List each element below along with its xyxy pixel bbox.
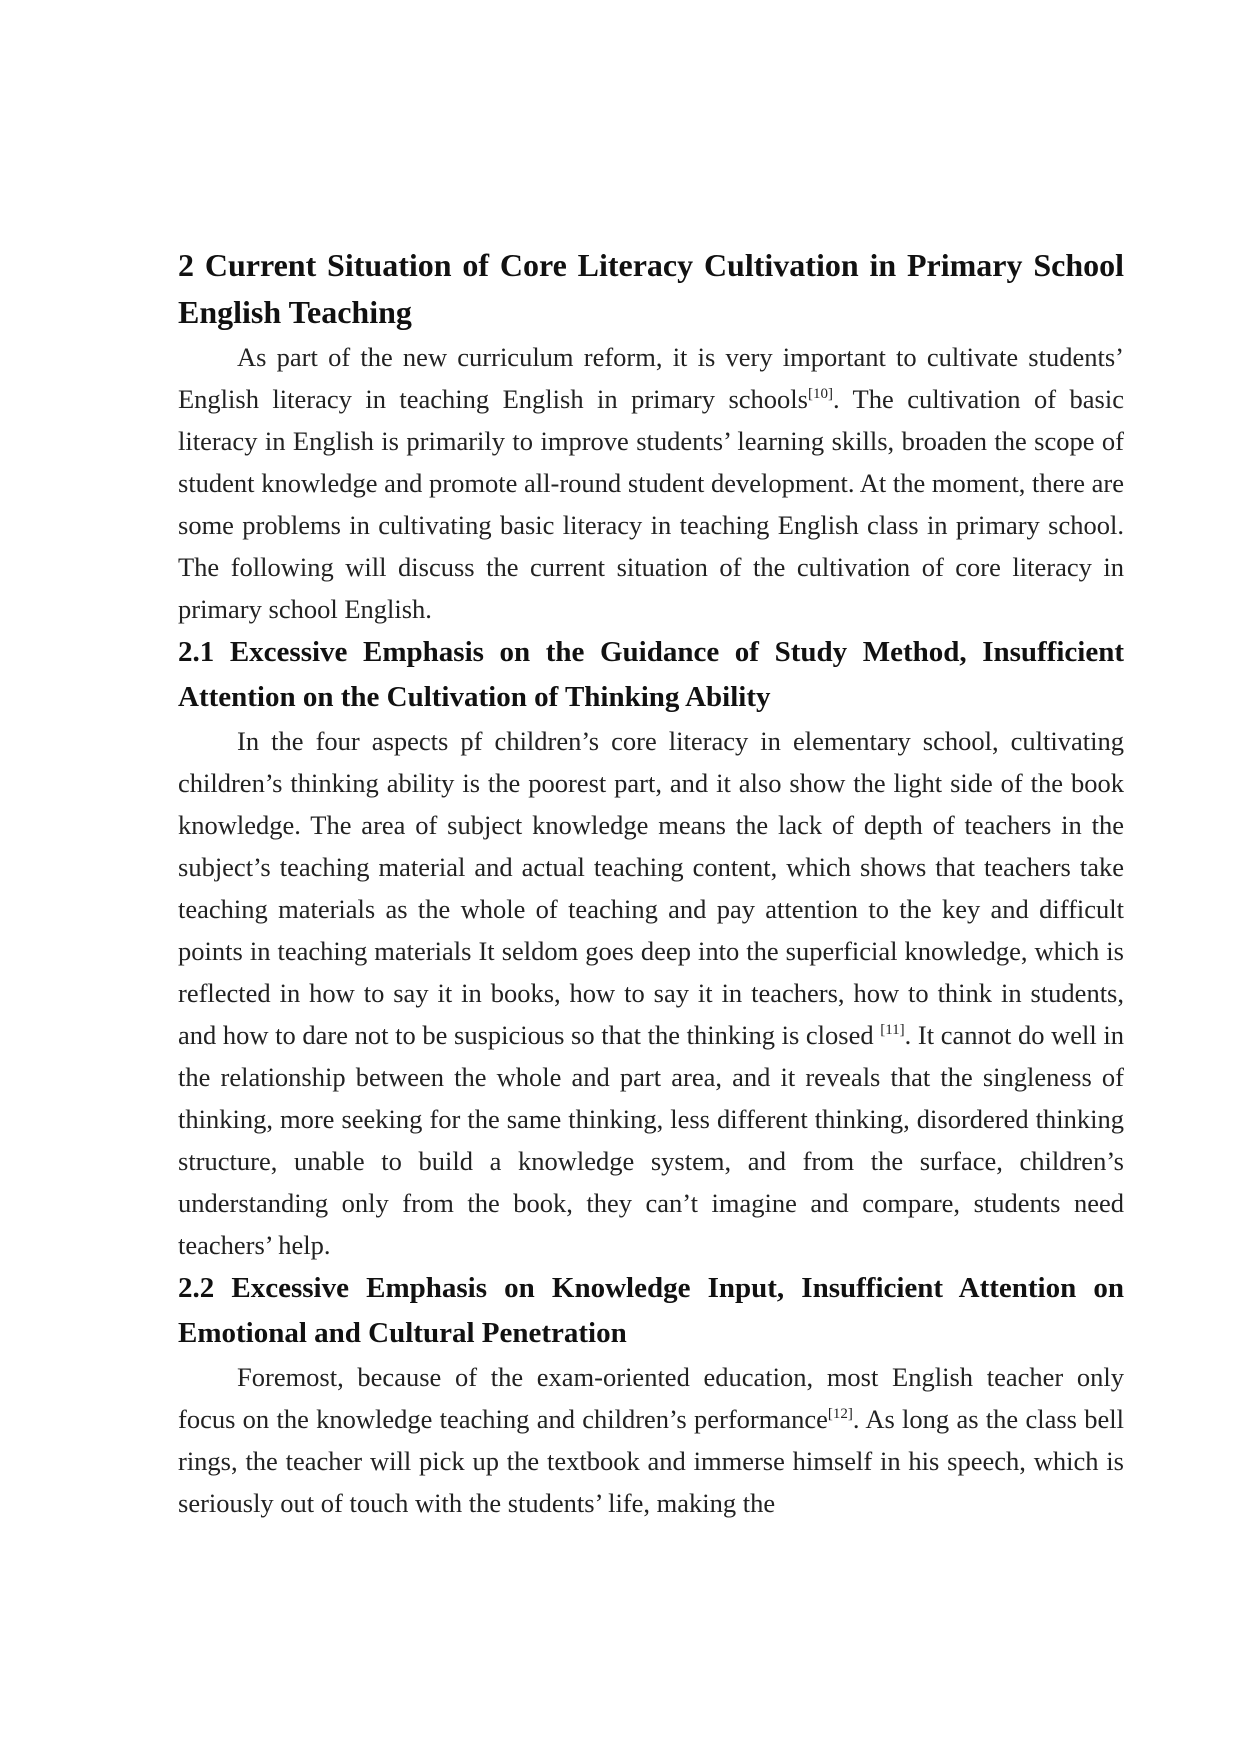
section-2-2-paragraph <box>178 1356 1124 1524</box>
section-2-paragraph <box>178 336 1124 630</box>
section-2-paragraph-text-a: As part of the new curriculum reform, it is very important to cultivate students’ English literacy in teaching English in primary schools <box>178 342 1124 414</box>
section-2-heading: 2 Current Situation of Core Literacy Cultivation in Primary School English Teaching <box>178 247 1124 330</box>
section-2-1-heading: 2.1 Excessive Emphasis on the Guidance of Study Method, Insufficient Attention on the Cultivation of Thinking Ability <box>178 636 1124 713</box>
citation-12: [12] <box>827 1406 853 1423</box>
section-2-1-paragraph-text-b: . It cannot do well in the relationship between the whole and part area, and it reveals that the singleness of thinking, more seeking for the same thinking, less different thinking, disordered thinking structure, unable to build a knowledge system, and from the surface, children’s understanding only from the book, they can’t imagine and compare, students need teachers’ help. <box>178 1020 1124 1260</box>
section-2-2-heading: 2.2 Excessive Emphasis on Knowledge Input, Insufficient Attention on Emotional and Cultural Penetration <box>178 1272 1124 1349</box>
section-2-1-paragraph <box>178 720 1124 1266</box>
citation-11: [11] <box>880 1022 905 1039</box>
document-page <box>178 242 1124 1524</box>
section-2-2-paragraph-text-a: Foremost, because of the exam-oriented education, most English teacher only focus on the knowledge teaching and children’s performance <box>178 1362 1124 1434</box>
section-2-2-paragraph-text-b: . As long as the class bell rings, the teacher will pick up the textbook and immerse himself in his speech, which is seriously out of touch with the students’ life, making the <box>178 1404 1124 1518</box>
section-2-paragraph-text-b: . The cultivation of basic literacy in English is primarily to improve students’ learning skills, broaden the scope of student knowledge and promote all-round student development. At the moment, there are some problems in cultivating basic literacy in teaching English class in primary school. The following will discuss the current situation of the cultivation of core literacy in primary school English. <box>178 384 1124 624</box>
section-2-1-paragraph-text-a: In the four aspects pf children’s core literacy in elementary school, cultivating children’s thinking ability is the poorest part, and it also show the light side of the book knowledge. The area of subject knowledge means the lack of depth of teachers in the subject’s teaching material and actual teaching content, which shows that teachers take teaching materials as the whole of teaching and pay attention to the key and difficult points in teaching materials It seldom goes deep into the superficial knowledge, which is reflected in how to say it in books, how to say it in teachers, how to think in students, and how to dare not to be suspicious so that the thinking is closed <box>178 726 1124 1050</box>
citation-10: [10] <box>807 386 833 403</box>
